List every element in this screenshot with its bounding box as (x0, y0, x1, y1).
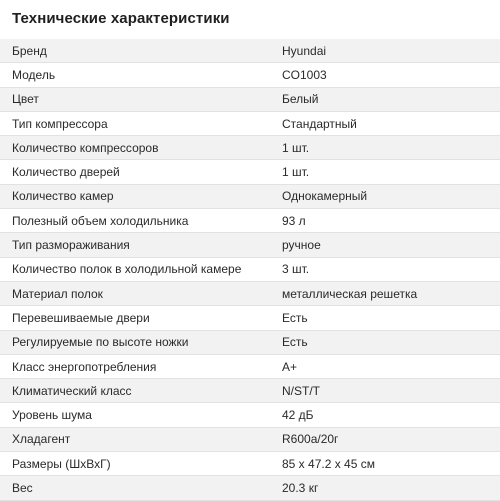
spec-row (0, 209, 500, 233)
spec-label: Перевешиваемые двери (12, 310, 150, 325)
spec-label: Полезный объем холодильника (12, 213, 189, 228)
spec-row (0, 233, 500, 257)
spec-label: Тип компрессора (12, 116, 108, 131)
spec-label: Цвет (12, 92, 39, 107)
spec-value: 1 шт. (282, 140, 310, 155)
spec-row (0, 476, 500, 500)
spec-value: 20.3 кг (282, 480, 319, 495)
spec-row (0, 185, 500, 209)
spec-row (0, 39, 500, 63)
spec-label: Регулируемые по высоте ножки (12, 335, 189, 350)
spec-row (0, 282, 500, 306)
spec-label: Вес (12, 480, 33, 495)
spec-value: 85 х 47.2 х 45 см (282, 456, 375, 471)
spec-value: R600a/20г (282, 432, 339, 447)
spec-label: Количество камер (12, 189, 114, 204)
spec-row (0, 355, 500, 379)
spec-label: Тип размораживания (12, 238, 130, 253)
page-title: Технические характеристики (12, 10, 230, 27)
spec-value: ручное (282, 238, 321, 253)
spec-row (0, 331, 500, 355)
spec-value: Стандартный (282, 116, 357, 131)
spec-label: Количество компрессоров (12, 140, 159, 155)
spec-label: Количество дверей (12, 165, 120, 180)
spec-row (0, 258, 500, 282)
spec-label: Модель (12, 67, 56, 82)
spec-value: CO1003 (282, 67, 327, 82)
spec-row (0, 428, 500, 452)
spec-label: Уровень шума (12, 408, 92, 423)
spec-label: Класс энергопотребления (12, 359, 157, 374)
spec-label: Размеры (ШхВхГ) (12, 456, 111, 471)
spec-value: 3 шт. (282, 262, 310, 277)
spec-value: A+ (282, 359, 298, 374)
spec-value: Белый (282, 92, 319, 107)
spec-row (0, 160, 500, 184)
spec-label: Хладагент (12, 432, 71, 447)
spec-row (0, 306, 500, 330)
spec-value: 1 шт. (282, 165, 310, 180)
spec-row (0, 379, 500, 403)
spec-value: N/ST/T (282, 383, 320, 398)
spec-row (0, 136, 500, 160)
spec-row (0, 63, 500, 87)
spec-value: 42 дБ (282, 408, 314, 423)
spec-label: Количество полок в холодильной камере (12, 262, 242, 277)
spec-label: Материал полок (12, 286, 103, 301)
spec-value: 93 л (282, 213, 306, 228)
spec-value: Есть (282, 310, 308, 325)
spec-row (0, 403, 500, 427)
spec-value: Однокамерный (282, 189, 368, 204)
spec-row (0, 112, 500, 136)
spec-value: Есть (282, 335, 308, 350)
spec-label: Климатический класс (12, 383, 132, 398)
spec-table (0, 39, 500, 501)
spec-value: Hyundai (282, 43, 327, 58)
spec-value: металлическая решетка (282, 286, 418, 301)
spec-row (0, 452, 500, 476)
spec-label: Бренд (12, 43, 47, 58)
spec-row (0, 88, 500, 112)
